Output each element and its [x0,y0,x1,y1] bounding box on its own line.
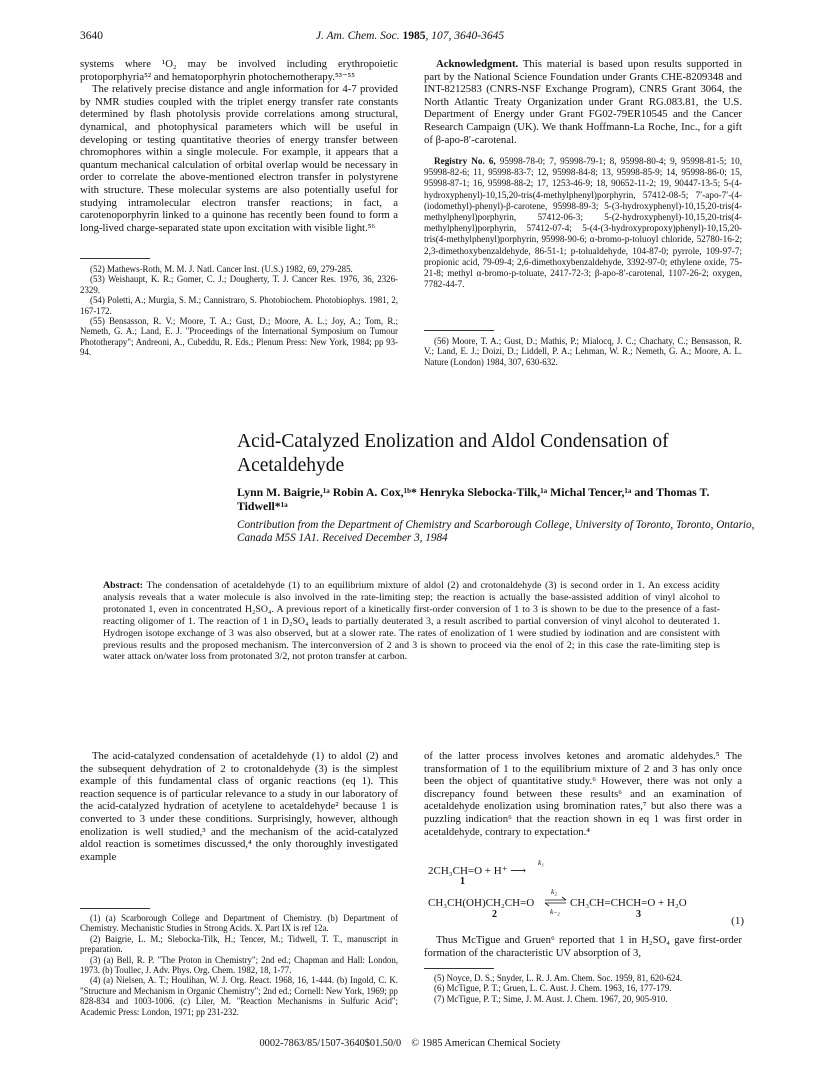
footnote: (3) (a) Bell, R. P. "The Proton in Chemistry"; 2nd ed.; Chapman and Hall: London, 1973. (b) Toullec, J. Adv. Phys. Org. Chem. 1982, 18, 1-77. [80,954,398,976]
running-header [80,30,740,46]
body-right-column [424,750,742,838]
paragraph: The acid-catalyzed condensation of acetaldehyde (1) to aldol (2) and the subsequent dehydration of 2 to crotonaldehyde (3) is the simplest example of this fundamental class of organic reactions (eq 1). This reaction sequence is of particular relevance to a study in our laboratory of the acid-catalyzed hydration of acetylene to acetaldehyde² because 1 is converted to 3 under these conditions. Surprisingly, however, although enolization is well studied,³ and the mechanism of the acid-catalyzed aldol reaction is sometimes discussed,⁴ the only thoroughly investigated example [80,750,398,863]
top-right-column [424,58,742,146]
rate-constant-k1: k₁ [538,858,544,867]
copyright: © 1985 American Chemical Society [411,1038,561,1049]
equation-line-2-right: CH₃CH=CHCH=O + H₂O [570,897,687,909]
footnote: (55) Bensasson, R. V.; Moore, T. A.; Gust, D.; Moore, A. L.; Joy, A.; Tom, R.; Nemeth, G. A.; Land, E. J. "Proceedings of the International Symposium on Tumour Phototherapy"; Andreoni, A., Cubeddu, R. Eds.; Plenum Press: New York, 1984; pp 93-94. [80,316,398,358]
body-left-column [80,750,398,863]
footnote: (1) (a) Scarborough College and Department of Chemistry. (b) Department of Chemistry. Mechanistic Studies in Strong Acids. X. Part IX is ref 12a. [80,913,398,934]
footnote: (5) Noyce, D. S.; Snyder, L. R. J. Am. Chem. Soc. 1959, 81, 620-624. [434,973,683,983]
top-right-footnotes [424,336,742,367]
footnote: (52) Mathews-Roth, M. M. J. Natl. Cancer Inst. (U.S.) 1982, 69, 279-285. [90,264,353,274]
article-code: 0002-7863/85/1507-3640$01.50/0 [259,1038,402,1049]
footnote-rule [80,908,150,909]
paragraph: The relatively precise distance and angle information for 4-7 provided by NMR studies coupled with the triplet energy transfer rate constants determined by flash photolysis provide correlations among structural, dynamical, and photophysical parameters which will be useful in developing or testing quantitative theories of energy transfer between chromophores within a single molecule. For example, it appears that a quantum mechanical calculation of orbital overlap would be necessary in order to correlate the above-mentioned electron transfer in polystyrene with structure. These molecular systems are also potentially useful for studying intramolecular electron transfer reactions; in fact, a carotenoporphyrin linked to a quinone has recently been found to form a long-lived charge-separated state upon excitation with visible light.⁵⁶ [80,83,398,234]
footnote: (56) Moore, T. A.; Gust, D.; Mathis, P.; Mialocq, J. C.; Chachaty, C.; Bensasson, R. V.; Land, E. J.; Doizi, D.; Liddell, P. A.; Lehman, W. R.; Nemeth, G. A.; Moore, A. L. Nature (London) 1984, 307, 630-632. [424,336,742,367]
body-right-column-cont [424,934,742,959]
equation-label: (1) [731,915,744,927]
paragraph: Thus McTigue and Gruen⁶ reported that 1 in H₂SO₄ gave first-order formation of the characteristic UV absorption of 3, [424,934,742,959]
footnote: (2) Baigrie, L. M.; Slebocka-Tilk, H.; Tencer, M.; Tidwell, T. T., manuscript in preparation. [80,933,398,955]
equation-line-1: 2CH₃CH=O + H⁺ ⟶ [428,865,527,877]
compound-number-1: 1 [460,876,465,887]
registry-block [424,156,742,290]
page-footer [0,1038,820,1049]
compound-number-3: 3 [636,909,641,920]
rate-constant-k-2: k₋₂ [550,907,560,916]
footnote: (7) McTigue, P. T.; Sime, J. M. Aust. J. Chem. 1967, 20, 905-910. [434,993,668,1004]
article-affiliation: Contribution from the Department of Chemistry and Scarborough College, University of Toronto, Toronto, Ontario, Canada M5S 1A1. Received December 3, 1984 [237,519,755,545]
registry-heading: Registry No. 6, [434,156,496,166]
footnote: (6) McTigue, P. T.; Gruen, L. C. Aust. J. Chem. 1963, 16, 177-179. [434,983,672,994]
article-authors: Lynn M. Baigrie,¹ᵃ Robin A. Cox,¹ᵇ* Henryka Slebocka-Tilk,¹ᵃ Michal Tencer,¹ᵃ and Thomas T. Tidwell*¹ᵃ [237,485,710,513]
registry-numbers: Registry No. 6, 95998-78-0; 7, 95998-79-1; 8, 95998-80-4; 9, 95998-81-5; 10, 95998-82-6; 11, 95998-83-7; 12, 95998-84-8; 13, 95998-85-9; 14, 95998-86-0; 15, 95998-87-1; 16, 95998-88-2; 17, 1253-46-9; 18, 90652-11-2; 19, 90447-13-5; 5-(4-hydroxyphenyl)-10,15,20-tris(4-methylphenyl)porphyrin, 57412-08-5; 7′-apo-7′-(4-(iodomethyl)-phenyl)-β-carotene, 95998-89-3; 5-(3-hydroxyphenyl)-10,15,20-tris(4-methylphenyl)porphyrin, 57412-06-3; 5-(2-hydroxyphenyl)-10,15,20-tris(4-methylphenyl)porphyrin, 57412-07-4; 5-(4-(3-hydroxypropoxy)phenyl)-10,15,20-tris(4-methylphenyl)porphyrin, 95998-90-6; α-bromo-p-toluoyl chloride, 52780-16-2; 2,3-dimethoxybenzaldehyde, 86-51-1; p-tolualdehyde, 104-87-0; pyrrole, 109-97-7; propionic acid, 79-09-4; 2,6-dimethoxybenzaldehyde, 3392-97-0; ethylene oxide, 75-21-8; methyl α-bromo-p-toluate, 2417-72-3; β-apo-8′-carotenal, 1107-26-2; oxygen, 7782-44-7. [424,156,742,290]
acknowledgment: Acknowledgment. This material is based upon results supported in part by the National Science Foundation under Grants CHE-8209348 and INT-8212583 (CNRS-NSF Exchange Program), CNRS Grant 3064, the North Atlantic Treaty Organization under Grant RG.083.81, the U.S. Department of Energy under Grant FG02-79ER10545 and the Cancer Research Campaign (UK). We thank Hoffmann-La Roche, Inc., for a gift of β-apo-8′-carotenal. [424,58,742,146]
footnote: (54) Poletti, A.; Murgia, S. M.; Cannistraro, S. Photobiochem. Photobiophys. 1981, 2, 167-172. [80,295,398,316]
footnote-rule [424,330,494,331]
footnote-rule [424,968,494,969]
abstract [103,580,720,663]
equilibrium-arrows [544,887,568,916]
abstract-text: The condensation of acetaldehyde (1) to an equilibrium mixture of aldol (2) and crotonaldehyde (3) is second order in 1. An excess acidity analysis reveals that a water molecule is also involved in the rate-limiting step; the reaction is actually the base-assisted addition of vinyl alcohol to protonated 1, even in concentrated H₂SO₄. A previous report of a kinetically first-order conversion of 1 to 3 is shown to be due to the presence of a fast-reacting oligomer of 1. The reaction of 1 in D₂SO₄ leads to partially deuterated 3, a result ascribed to partial conversion of vinyl alcohol to deuterated 1. Hydrogen isotope exchange of 3 was also observed, but at a slower rate. The rates of enolization of 1 were studied by iodination and are consistent with previous results and the proposed mechanism. The interconversion of 2 and 3 is shown to proceed via the enol of 2; in this case the rate-limiting step is water attack on/water loss from protonated 3/2, not proton transfer at carbon. [103,580,720,663]
body-left-footnotes [80,913,398,1017]
acknowledgment-heading: Acknowledgment. [436,58,519,70]
top-left-footnotes [80,264,398,358]
journal-year: 1985 [402,30,426,42]
equation-1 [428,858,744,928]
top-left-column [80,58,398,234]
page-number: 3640 [80,30,103,42]
compound-number-2: 2 [492,909,497,920]
journal-citation: J. Am. Chem. Soc. 1985, 107, 3640-3645 [315,30,505,42]
equation-line-2-left: CH₃CH(OH)CH₂CH=O [428,897,535,909]
paragraph: of the latter process involves ketones and aromatic aldehydes.⁵ The transformation of 1 to the equilibrium mixture of 2 and 3 has only once been the object of quantitative study.⁶ However, there was not only a discrepancy found between these results⁶ and an examination of acetaldehyde enolization using bromination rates,⁷ but also there was a puzzling indication⁶ that the reaction shown in eq 1 was first order in acetaldehyde, contrary to expectation.⁴ [424,750,742,838]
footnote-rule [80,258,150,259]
footnote: (4) (a) Nielsen, A. T.; Houlihan, W. J. Org. React. 1968, 16, 1-444. (b) Ingold, C. K. "Structure and Mechanism in Organic Chemistry"; 2nd ed.; Cornell: New York, 1969; pp 828-834 and 1003-1006. (c) Liler, M. "Reaction Mechanisms in Sulfuric Acid"; Academic Press: London, 1971; pp 231-232. [80,975,398,1017]
paragraph: systems where ¹O₂ may be involved including erythropoietic protoporphyria⁵² and hematoporphyrin photochemotherapy.⁵³⁻⁵⁵ [80,58,398,83]
rate-constant-k2: k₂ [551,887,557,896]
body-right-footnotes [424,973,742,1004]
article-title: Acid-Catalyzed Enolization and Aldol Condensation of Acetaldehyde [237,431,669,476]
footnote: (53) Weishaupt, K. R.; Gomer, C. J.; Dougherty, T. J. Cancer Res. 1976, 36, 2326-2329. [80,274,398,295]
abstract-heading: Abstract: [103,580,144,591]
